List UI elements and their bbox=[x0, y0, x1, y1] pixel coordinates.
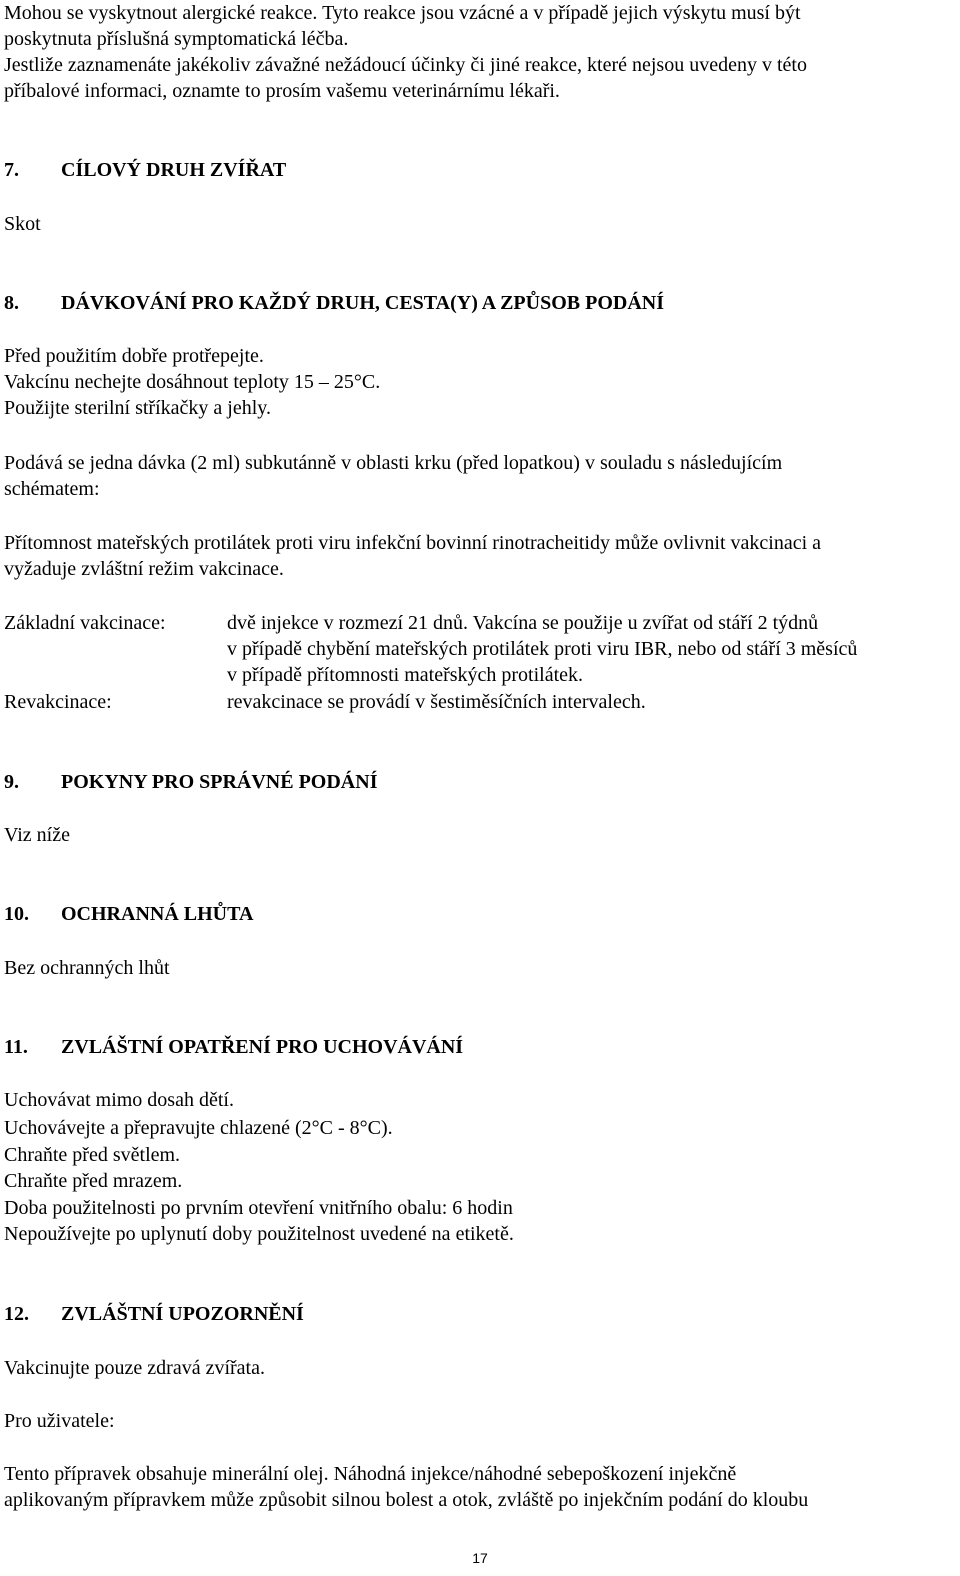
schedule-label-revac: Revakcinace: bbox=[4, 691, 112, 713]
section-number: 8. bbox=[4, 292, 19, 314]
section-heading-8 bbox=[4, 290, 664, 316]
paragraph-line: Jestliže zaznamenáte jakékoliv závažné nežádoucí účinky či jiné reakce, které nejsou uvedeny v této bbox=[4, 54, 807, 76]
schedule-value-line: dvě injekce v rozmezí 21 dnů. Vakcína se použije u zvířat od stáří 2 týdnů bbox=[227, 612, 819, 634]
paragraph-line: příbalové informaci, oznamte to prosím vašemu veterinárnímu lékaři. bbox=[4, 80, 560, 102]
paragraph-line: aplikovaným přípravkem může způsobit silnou bolest a otok, zvláště po injekčním podání do kloubu bbox=[4, 1489, 809, 1511]
schedule-label-basic: Základní vakcinace: bbox=[4, 612, 166, 634]
paragraph-line: Uchovávejte a přepravujte chlazené (2°C - 8°C). bbox=[4, 1117, 393, 1139]
paragraph-line: Bez ochranných lhůt bbox=[4, 957, 170, 979]
paragraph-line: Doba použitelnosti po prvním otevření vnitřního obalu: 6 hodin bbox=[4, 1197, 513, 1219]
section-title: ZVLÁŠTNÍ UPOZORNĚNÍ bbox=[61, 1303, 304, 1325]
paragraph-line: Chraňte před mrazem. bbox=[4, 1170, 183, 1192]
schedule-value-line: v případě přítomnosti mateřských protilátek. bbox=[227, 664, 584, 686]
section-number: 11. bbox=[4, 1036, 28, 1058]
section-heading-9 bbox=[4, 769, 377, 795]
paragraph-line: Použijte sterilní stříkačky a jehly. bbox=[4, 397, 271, 419]
schedule-value-line: v případě chybění mateřských protilátek proti viru IBR, nebo od stáří 3 měsíců bbox=[227, 638, 858, 660]
paragraph-line: vyžaduje zvláštní režim vakcinace. bbox=[4, 558, 284, 580]
section-title: POKYNY PRO SPRÁVNÉ PODÁNÍ bbox=[61, 771, 378, 793]
section-heading-7 bbox=[4, 157, 286, 183]
section-heading-12 bbox=[4, 1301, 304, 1327]
paragraph-line: schématem: bbox=[4, 478, 100, 500]
section-number: 9. bbox=[4, 771, 19, 793]
section-heading-10 bbox=[4, 901, 253, 927]
paragraph-line: Přítomnost mateřských protilátek proti viru infekční bovinní rinotracheitidy může ovlivnit vakcinaci a bbox=[4, 532, 822, 554]
paragraph-line: Podává se jedna dávka (2 ml) subkutánně v oblasti krku (před lopatkou) v souladu s následujícím bbox=[4, 452, 783, 474]
paragraph-line: Chraňte před světlem. bbox=[4, 1144, 181, 1166]
paragraph-line: Skot bbox=[4, 213, 41, 235]
page-number: 17 bbox=[472, 1550, 488, 1566]
section-title: ZVLÁŠTNÍ OPATŘENÍ PRO UCHOVÁVÁNÍ bbox=[61, 1036, 464, 1058]
section-number: 12. bbox=[4, 1303, 29, 1325]
paragraph-line: Pro uživatele: bbox=[4, 1410, 115, 1432]
schedule-value-line: revakcinace se provádí v šestiměsíčních intervalech. bbox=[227, 691, 646, 713]
paragraph-line: Před použitím dobře protřepejte. bbox=[4, 345, 264, 367]
section-number: 7. bbox=[4, 159, 19, 181]
paragraph-line: Vakcínu nechejte dosáhnout teploty 15 – 25°C. bbox=[4, 371, 381, 393]
paragraph-line: Vakcinujte pouze zdravá zvířata. bbox=[4, 1357, 265, 1379]
section-heading-11 bbox=[4, 1034, 463, 1060]
paragraph-line: Uchovávat mimo dosah dětí. bbox=[4, 1089, 234, 1111]
paragraph-line: Mohou se vyskytnout alergické reakce. Tyto reakce jsou vzácné a v případě jejich výskytu musí být bbox=[4, 2, 801, 24]
paragraph-line: poskytnuta příslušná symptomatická léčba. bbox=[4, 28, 349, 50]
paragraph-line: Viz níže bbox=[4, 824, 70, 846]
paragraph-line: Nepoužívejte po uplynutí doby použitelnost uvedené na etiketě. bbox=[4, 1223, 514, 1245]
section-number: 10. bbox=[4, 903, 29, 925]
section-title: CÍLOVÝ DRUH ZVÍŘAT bbox=[61, 159, 287, 181]
paragraph-line: Tento přípravek obsahuje minerální olej. Náhodná injekce/náhodné sebepoškození injekčně bbox=[4, 1463, 737, 1485]
section-title: DÁVKOVÁNÍ PRO KAŽDÝ DRUH, CESTA(Y) A ZPŮSOB PODÁNÍ bbox=[61, 292, 664, 314]
section-title: OCHRANNÁ LHŮTA bbox=[61, 903, 254, 925]
